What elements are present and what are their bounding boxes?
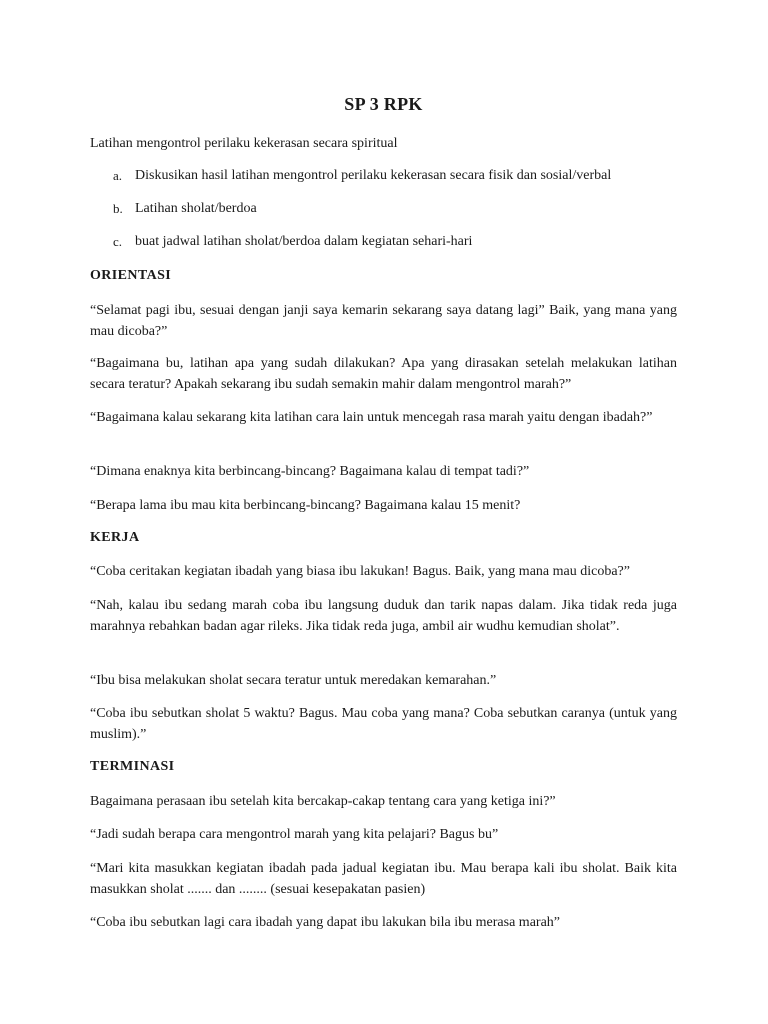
objectives-list <box>90 166 677 265</box>
paragraph: “Coba ibu sebutkan sholat 5 waktu? Bagus. Mau coba yang mana? Coba sebutkan caranya (untuk yang muslim).” <box>90 706 677 742</box>
paragraph: “Coba ceritakan kegiatan ibadah yang biasa ibu lakukan! Bagus. Baik, yang mana mau dicoba?” <box>90 564 630 579</box>
section-heading-terminasi: TERMINASI <box>90 759 175 774</box>
intro-text: Latihan mengontrol perilaku kekerasan secara spiritual <box>90 136 398 151</box>
paragraph: “Dimana enaknya kita berbincang-bincang? Bagaimana kalau di tempat tadi?” <box>90 464 530 479</box>
paragraph: “Nah, kalau ibu sedang marah coba ibu langsung duduk dan tarik napas dalam. Jika tidak reda juga marahnya rebahkan badan agar rileks. Jika tidak reda juga, ambil air wudhu kemudian sholat”. <box>90 598 677 634</box>
list-marker: a. <box>113 168 123 183</box>
list-marker: c. <box>113 234 123 249</box>
paragraph: “Berapa lama ibu mau kita berbincang-bincang? Bagaimana kalau 15 menit? <box>90 498 521 513</box>
paragraph: “Coba ibu sebutkan lagi cara ibadah yang dapat ibu lakukan bila ibu merasa marah” <box>90 915 560 930</box>
list-item-text: Latihan sholat/berdoa <box>135 201 257 216</box>
paragraph: “Bagaimana bu, latihan apa yang sudah dilakukan? Apa yang dirasakan setelah melakukan latihan secara teratur? Apakah sekarang ibu sudah semakin mahir dalam mengontrol marah?” <box>90 356 677 392</box>
section-heading-orientasi: ORIENTASI <box>90 268 172 283</box>
list-marker: b. <box>113 201 123 216</box>
list-item-text: buat jadwal latihan sholat/berdoa dalam kegiatan sehari-hari <box>135 234 473 249</box>
document-title: SP 3 RPK <box>344 94 423 114</box>
paragraph: “Jadi sudah berapa cara mengontrol marah yang kita pelajari? Bagus bu” <box>90 827 499 842</box>
list-item <box>90 199 677 219</box>
list-item <box>90 166 677 186</box>
paragraph: “Selamat pagi ibu, sesuai dengan janji saya kemarin sekarang saya datang lagi” Baik, yang mana yang mau dicoba?” <box>90 303 677 339</box>
section-heading-kerja: KERJA <box>90 530 140 545</box>
list-item-text: Diskusikan hasil latihan mengontrol perilaku kekerasan secara fisik dan sosial/verbal <box>135 168 612 183</box>
paragraph: “Bagaimana kalau sekarang kita latihan cara lain untuk mencegah rasa marah yaitu dengan ibadah?” <box>90 410 653 425</box>
paragraph: Bagaimana perasaan ibu setelah kita bercakap-cakap tentang cara yang ketiga ini?” <box>90 794 556 809</box>
list-item <box>90 232 677 252</box>
paragraph: “Mari kita masukkan kegiatan ibadah pada jadual kegiatan ibu. Mau berapa kali ibu sholat. Baik kita masukkan sholat ....... dan ........ (sesuai kesepakatan pasien) <box>90 861 677 897</box>
paragraph: “Ibu bisa melakukan sholat secara teratur untuk meredakan kemarahan.” <box>90 673 497 688</box>
